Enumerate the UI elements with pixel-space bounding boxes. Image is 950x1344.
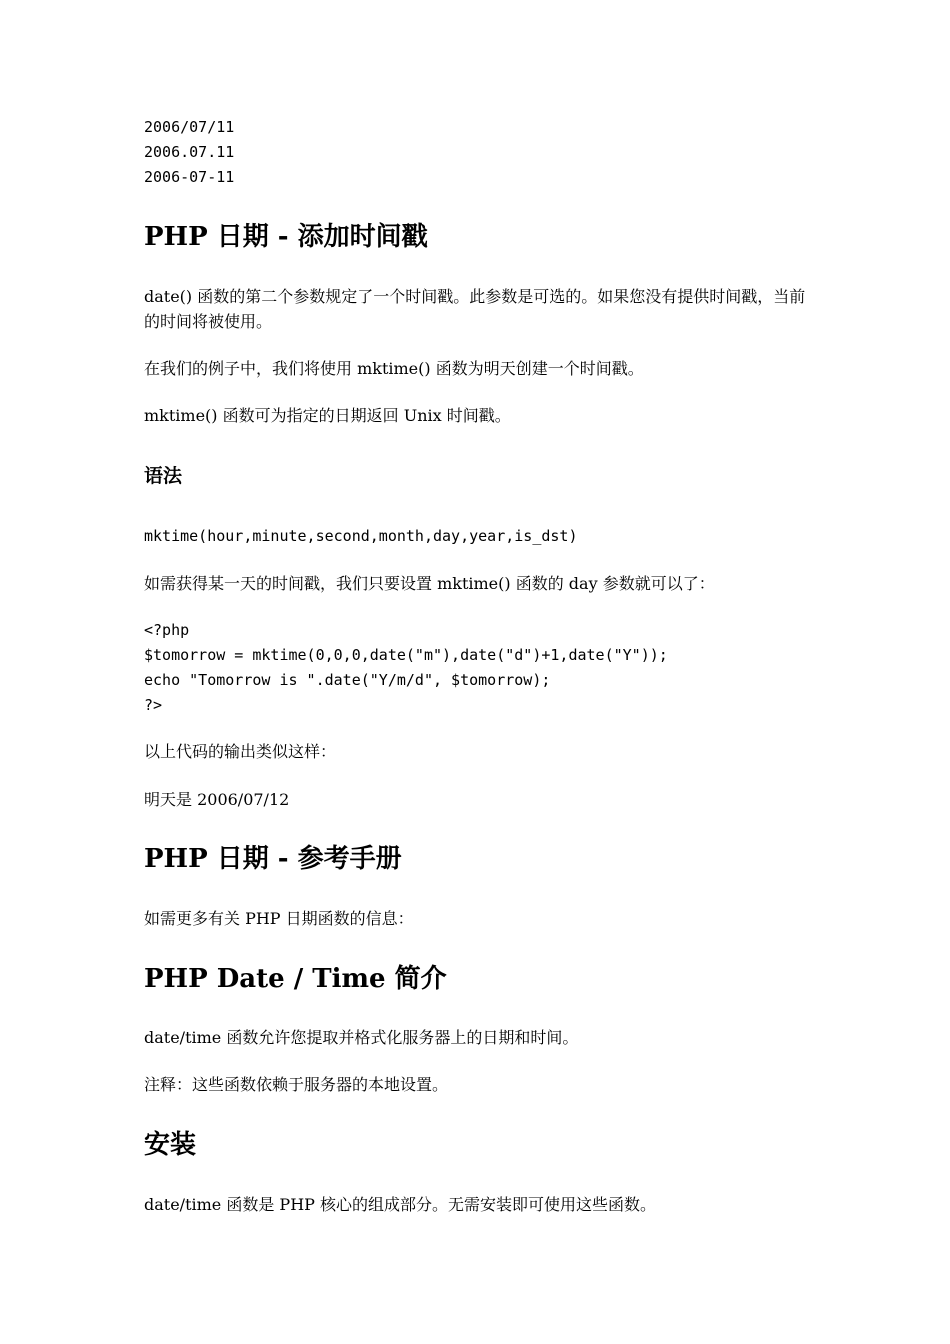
date-example-dot: 2006.07.11 [144, 143, 235, 161]
syntax-signature: mktime(hour,minute,second,month,day,year,is_dst) [144, 527, 578, 545]
paragraph-date-time-functions: date/time 函数允许您提取并格式化服务器上的日期和时间。 [144, 1028, 579, 1047]
paragraph-mktime-example: 在我们的例子中，我们将使用 mktime() 函数为明天创建一个时间戳。 [144, 359, 644, 378]
paragraph-day-param: 如需获得某一天的时间戳，我们只要设置 mktime() 函数的 day 参数就可以了： [144, 574, 715, 593]
paragraph-install: date/time 函数是 PHP 核心的组成部分。无需安装即可使用这些函数。 [144, 1195, 657, 1214]
date-example-slash: 2006/07/11 [144, 118, 235, 136]
heading-add-timestamp: PHP 日期 - 添加时间戳 [144, 222, 428, 252]
paragraph-reference: 如需更多有关 PHP 日期函数的信息： [144, 909, 414, 928]
code-line: ?> [144, 696, 163, 714]
heading-date-time-intro: PHP Date / Time 简介 [144, 964, 447, 994]
code-line: $tomorrow = mktime(0,0,0,date("m"),date("d")+1,date("Y")); [144, 646, 668, 664]
paragraph-mktime-unix: mktime() 函数可为指定的日期返回 Unix 时间戳。 [144, 406, 511, 425]
date-example-dash: 2006-07-11 [144, 168, 235, 186]
heading-syntax: 语法 [144, 465, 183, 487]
heading-reference: PHP 日期 - 参考手册 [144, 844, 402, 874]
code-line: <?php [144, 621, 190, 639]
code-line: echo "Tomorrow is ".date("Y/m/d", $tomorrow); [144, 671, 551, 689]
paragraph-output-intro: 以上代码的输出类似这样： [144, 742, 337, 761]
paragraph-output: 明天是 2006/07/12 [144, 790, 290, 809]
heading-install: 安装 [144, 1130, 197, 1160]
paragraph-note: 注释：这些函数依赖于服务器的本地设置。 [144, 1075, 449, 1094]
paragraph-date-second-param: date() 函数的第二个参数规定了一个时间戳。此参数是可选的。如果您没有提供时间戳，当前的时间将被使用。 [144, 287, 806, 331]
